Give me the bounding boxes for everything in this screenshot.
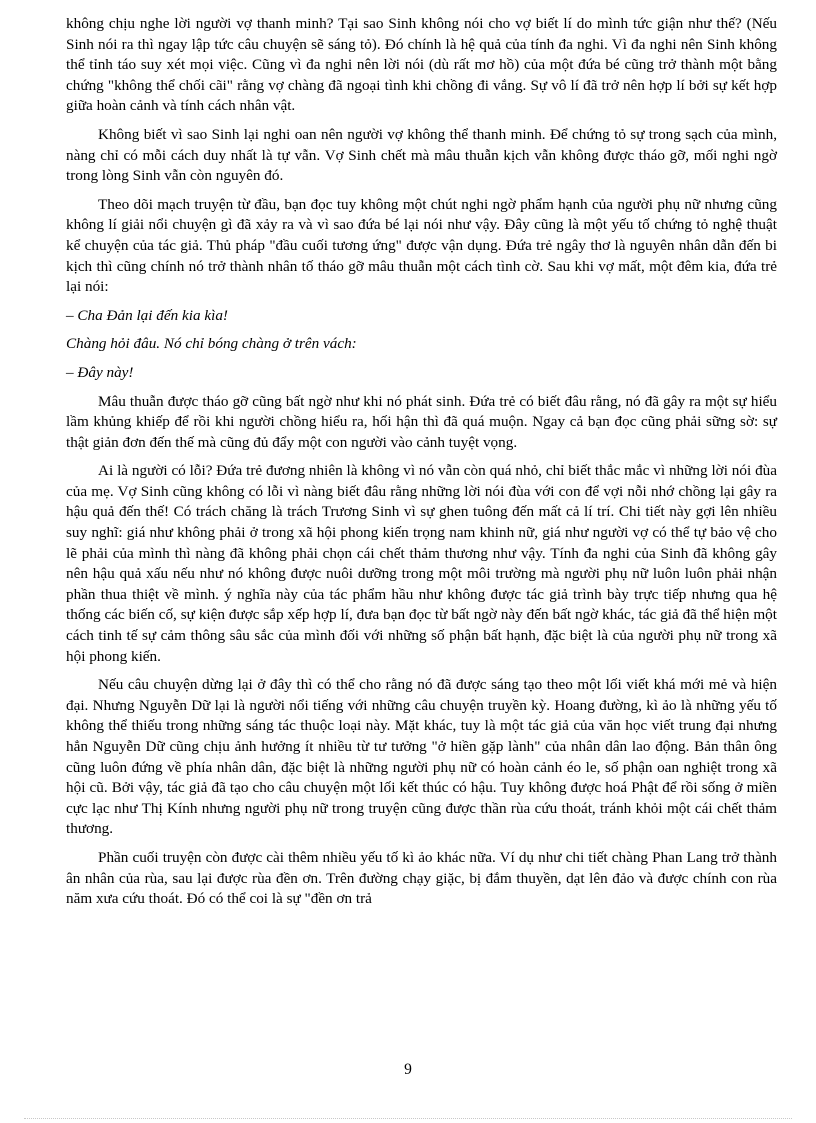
dialog-line-1: – Cha Đản lại đến kia kìa! xyxy=(66,306,228,324)
paragraph-5: Ai là người có lỗi? Đứa trẻ đương nhiên là không vì nó vẫn còn quá nhỏ, chỉ biết thắc mắc vì những lời nói đùa của mẹ. Vợ Sinh cũng không có lỗi vì nàng biết đâu rằng những lời nói đùa với con để vợi nỗi nhớ chồng lại gây ra hậu quả đến thế! Có trách chăng là trách Trương Sinh vì sự ghen tuông đến mất cả lí trí. Chi tiết này gợi lên nhiều suy nghĩ: giá như không phải ở trong xã hội phong kiến trọng nam khinh nữ, giá như người vợ có thể tự bảo vệ cho lẽ phải của mình thì nàng đã không phải chọn cái chết thảm thương như vậy. Tính đa nghi của Sinh đã không gây nên hậu quả xấu nếu như nó không được nuôi dưỡng trong một môi trường mà người phụ nữ luôn luôn phải nhận phần thua thiệt về mình. ý nghĩa này của tác phẩm hầu như không được tác giả trình bày trực tiếp nhưng qua hệ thống các biến cố, sự kiện được sắp xếp hợp lí, đưa bạn đọc từ bất ngờ này đến bất ngờ khác, tác giả đã thể hiện một cách tinh tế sự cảm thông sâu sắc của mình đối với những số phận bất hạnh, đặc biệt là của người phụ nữ trong xã hội phong kiến. xyxy=(66,462,777,665)
paragraph-2: Không biết vì sao Sinh lại nghi oan nên người vợ không thể thanh minh. Để chứng tỏ sự trong sạch của mình, nàng chỉ có mỗi cách duy nhất là tự vẫn. Vợ Sinh chết mà mâu thuẫn kịch vẫn không được tháo gỡ, mối nghi ngờ trong lòng Sinh vẫn còn nguyên đó. xyxy=(66,125,777,185)
page-number: 9 xyxy=(404,1061,412,1078)
paragraph-1: không chịu nghe lời người vợ thanh minh? Tại sao Sinh không nói cho vợ biết lí do mình tức giận như thế? (Nếu Sinh nói ra thì ngay lập tức câu chuyện sẽ sáng tỏ). Đó chính là hệ quả của tính đa nghi. Vì đa nghi nên Sinh không thể tỉnh táo suy xét mọi việc. Cũng vì đa nghi nên lời nói (dù rất mơ hồ) của một đứa bé cũng trở thành một bằng chứng "không thể chối cãi" rằng vợ chàng đã ngoại tình khi chồng đi vắng. Sự vô lí đã trở nên hợp lí bởi sự kết hợp giữa hoàn cảnh và tính cách nhân vật. xyxy=(66,15,777,115)
paragraph-3: Theo dõi mạch truyện từ đầu, bạn đọc tuy không một chút nghi ngờ phẩm hạnh của người phụ nữ nhưng cũng không lí giải nổi chuyện gì đã xảy ra và vì sao đứa bé lại nói như vậy. Đây cũng là một yếu tố chứng tỏ nghệ thuật kể chuyện của tác giả. Thủ pháp "đầu cuối tương ứng" được vận dụng. Đứa trẻ ngây thơ là nguyên nhân dẫn đến bi kịch thì cũng chính nó trở thành nhân tố tháo gỡ mâu thuẫn một cách tình cờ. Sau khi vợ mất, một đêm kia, đứa trẻ lại nói: xyxy=(66,195,777,296)
dialog-line-3: – Đây này! xyxy=(66,363,134,381)
dialog-line-2: Chàng hỏi đâu. Nó chỉ bóng chàng ở trên vách: xyxy=(66,335,357,353)
paragraph-6: Nếu câu chuyện dừng lại ở đây thì có thể cho rằng nó đã được sáng tạo theo một lối viết khá mới mẻ và hiện đại. Nhưng Nguyễn Dữ lại là người nổi tiếng với những câu chuyện truyền kỳ. Hoang đường, kì ảo là những yếu tố không thể thiếu trong những sáng tác thuộc loại này. Mặt khác, tuy là một tác giả của văn học viết trung đại nhưng hẳn Nguyễn Dữ cũng chịu ảnh hưởng ít nhiều từ tư tưởng "ở hiền gặp lành" của nhân dân lao động. Bản thân ông cũng luôn đứng về phía nhân dân, đặc biệt là những người phụ nữ có hoàn cảnh éo le, số phận oan nghiệt trong xã hội cũ. Bởi vậy, tác giả đã tạo cho câu chuyện một lối kết thúc có hậu. Tuy không được hoá Phật để rồi sống ở miền cực lạc như Thị Kính nhưng người phụ nữ trong truyện cũng được thần rùa cứu thoát, tránh khỏi một cái chết thảm thương. xyxy=(66,676,777,838)
document-body xyxy=(66,14,777,918)
page-bottom-divider xyxy=(24,1118,792,1119)
paragraph-7: Phần cuối truyện còn được cài thêm nhiều yếu tố kì ảo khác nữa. Ví dụ như chi tiết chàng Phan Lang trở thành ân nhân của rùa, sau lại được rùa đền ơn. Trên đường chạy giặc, bị đắm thuyền, dạt lên đảo và được chính con rùa năm xưa cứu thoát. Đó có thể coi là sự "đền ơn trả xyxy=(66,848,777,908)
paragraph-4: Mâu thuẫn được tháo gỡ cũng bất ngờ như khi nó phát sinh. Đứa trẻ có biết đâu rằng, nó đã gây ra một sự hiểu lầm khủng khiếp để rồi khi người chồng hiểu ra, hối hận thì đã quá muộn. Ngay cả bạn đọc cũng phải sững sờ: sự thật giản đơn đến thế mà cũng đủ đẩy một con người vào cảnh tuyệt vọng. xyxy=(66,392,777,451)
